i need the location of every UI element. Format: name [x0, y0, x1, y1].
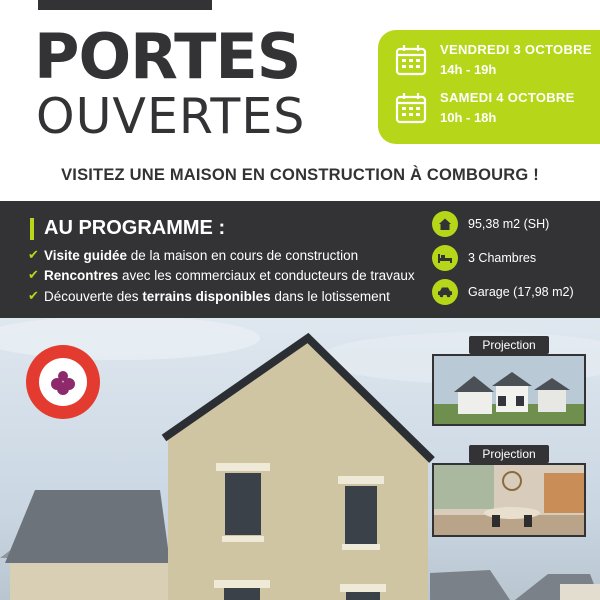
- feature-text: 95,38 m2 (SH): [468, 217, 550, 231]
- date-day: VENDREDI 3 OCTOBRE: [440, 42, 592, 57]
- projection-card[interactable]: [432, 336, 586, 426]
- check-icon: ✔: [28, 247, 39, 262]
- feature-garage: [432, 279, 574, 305]
- program-item-bold: Rencontres: [44, 267, 119, 283]
- date-row-friday: [394, 42, 592, 77]
- brand-logo-icon: [48, 367, 78, 397]
- projection-image[interactable]: [432, 354, 586, 426]
- program-item: [28, 247, 358, 263]
- program-title-label: AU PROGRAMME :: [44, 217, 226, 239]
- seal-logo: [39, 358, 87, 406]
- program-item-text: de la maison en cours de construction: [127, 247, 359, 263]
- projection-card[interactable]: [432, 445, 586, 537]
- feature-text: Garage (17,98 m2): [468, 285, 574, 299]
- projection-label: Projection: [469, 336, 549, 354]
- title-line-2: OUVERTES: [36, 88, 306, 145]
- program-item-bold: Visite guidée: [44, 247, 128, 263]
- program-title: [30, 217, 225, 240]
- feature-area: [432, 211, 549, 237]
- projection-image[interactable]: [432, 463, 586, 537]
- dates-box: [378, 30, 600, 144]
- check-icon: ✔: [28, 267, 39, 282]
- program-item: [28, 288, 390, 304]
- accent-bar: [30, 218, 34, 240]
- quality-seal: [26, 345, 100, 419]
- house-icon: [432, 211, 458, 237]
- program-item-text: avec les commerciaux et conducteurs de travaux: [118, 267, 415, 283]
- check-icon: ✔: [28, 288, 39, 303]
- projection-label: Projection: [469, 445, 549, 463]
- date-day: SAMEDI 4 OCTOBRE: [440, 90, 575, 105]
- bed-icon: [432, 245, 458, 271]
- title-line-1: PORTES: [34, 20, 301, 93]
- program-item-bold: terrains disponibles: [142, 288, 271, 304]
- date-row-saturday: [394, 90, 575, 125]
- program-item: [28, 267, 415, 283]
- date-hours: 10h - 18h: [440, 110, 497, 125]
- program-item-text: dans le lotissement: [270, 288, 390, 304]
- car-icon: [432, 279, 458, 305]
- program-item-text: Découverte des: [44, 288, 143, 304]
- feature-text: 3 Chambres: [468, 251, 537, 265]
- date-hours: 14h - 19h: [440, 62, 497, 77]
- top-bar: [38, 0, 212, 10]
- feature-bedrooms: [432, 245, 536, 271]
- calendar-icon: [394, 43, 428, 77]
- tagline: VISITEZ UNE MAISON EN CONSTRUCTION À COMBOURG !: [61, 166, 539, 184]
- calendar-icon: [394, 91, 428, 125]
